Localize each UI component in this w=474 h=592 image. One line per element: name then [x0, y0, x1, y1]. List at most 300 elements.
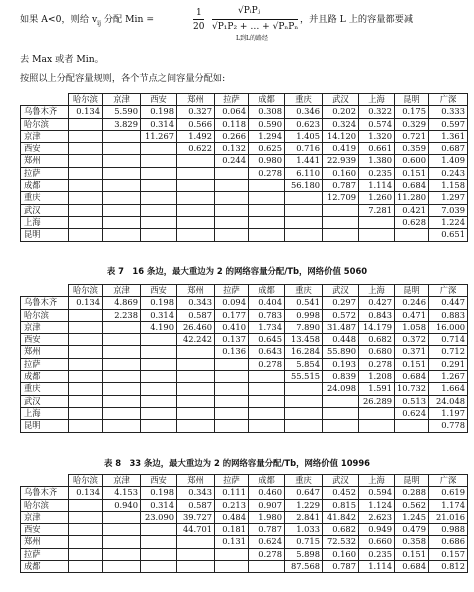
column-header: 西安 — [141, 285, 177, 297]
table-cell: 0.278 — [249, 167, 285, 179]
table-cell — [249, 204, 285, 216]
table-cell — [103, 420, 141, 432]
table-cell — [141, 420, 177, 432]
capacity-table-9 — [20, 474, 468, 573]
table-cell — [69, 511, 103, 523]
table-row — [21, 143, 468, 155]
table-cell: 0.404 — [249, 297, 285, 309]
row-header: 郑州 — [21, 536, 69, 548]
table-cell — [215, 180, 249, 192]
table-cell: 72.532 — [323, 536, 359, 548]
table-cell: 7.890 — [285, 321, 323, 333]
table-cell — [141, 155, 177, 167]
table-cell: 0.619 — [429, 487, 468, 499]
table-cell: 0.687 — [429, 143, 468, 155]
column-header: 武汉 — [323, 475, 359, 487]
row-header: 乌鲁木齐 — [21, 106, 69, 118]
table-cell: 0.064 — [215, 106, 249, 118]
column-header: 郑州 — [177, 285, 215, 297]
table-cell — [249, 192, 285, 204]
table-cell: 0.587 — [177, 499, 215, 511]
row-header: 西安 — [21, 143, 69, 155]
table-cell: 0.343 — [177, 487, 215, 499]
table-cell — [69, 334, 103, 346]
table-cell — [395, 420, 429, 432]
table-cell: 14.120 — [323, 130, 359, 142]
table-cell: 0.322 — [359, 106, 395, 118]
table-cell — [141, 407, 177, 419]
column-header: 京津 — [103, 285, 141, 297]
table-corner-cell — [21, 285, 69, 297]
table-cell — [177, 371, 215, 383]
column-header: 京津 — [103, 94, 141, 106]
table-cell — [103, 358, 141, 370]
table-cell: 0.645 — [249, 334, 285, 346]
table-cell: 2.238 — [103, 309, 141, 321]
table-cell: 24.048 — [429, 395, 468, 407]
table-cell: 0.177 — [215, 309, 249, 321]
table-cell — [103, 229, 141, 241]
row-header: 上海 — [21, 216, 69, 228]
table-row — [21, 499, 468, 511]
table-cell: 0.308 — [249, 106, 285, 118]
row-header: 上海 — [21, 407, 69, 419]
row-header: 拉萨 — [21, 167, 69, 179]
table-header-row — [21, 475, 468, 487]
table-row — [21, 192, 468, 204]
table-cell — [141, 536, 177, 548]
table-cell — [69, 371, 103, 383]
table-cell — [177, 216, 215, 228]
table-cell — [69, 155, 103, 167]
table-cell: 0.151 — [395, 358, 429, 370]
table-cell — [103, 192, 141, 204]
table-cell: 0.883 — [429, 309, 468, 321]
row-header: 哈尔滨 — [21, 499, 69, 511]
table-cell: 5.854 — [285, 358, 323, 370]
table-cell: 0.682 — [359, 334, 395, 346]
column-header: 广深 — [429, 94, 468, 106]
fraction-note: L到L的路经 — [236, 35, 268, 42]
fraction-twenty: 20 — [193, 22, 205, 32]
table-cell: 0.562 — [395, 499, 429, 511]
table-row — [21, 106, 468, 118]
table-cell: 0.594 — [359, 487, 395, 499]
table-cell: 0.244 — [215, 155, 249, 167]
table-cell: 0.151 — [395, 167, 429, 179]
fraction-denominator: √P₁P₂ + … + √PₙPₙ — [212, 22, 299, 32]
fraction-numerator: √PᵢPⱼ — [238, 6, 261, 16]
table-cell — [69, 167, 103, 179]
table-cell: 0.660 — [359, 536, 395, 548]
table-cell — [285, 420, 323, 432]
row-header: 哈尔滨 — [21, 118, 69, 130]
table-cell: 6.110 — [285, 167, 323, 179]
table-cell — [215, 229, 249, 241]
table-cell — [69, 321, 103, 333]
column-header: 郑州 — [177, 94, 215, 106]
table-cell — [69, 192, 103, 204]
table-cell — [359, 407, 395, 419]
table-cell: 22.939 — [323, 155, 359, 167]
table-cell: 0.175 — [395, 106, 429, 118]
table-row — [21, 524, 468, 536]
table-cell: 4.153 — [103, 487, 141, 499]
column-header: 广深 — [429, 285, 468, 297]
table-row — [21, 309, 468, 321]
table-cell: 1.294 — [249, 130, 285, 142]
table-row — [21, 407, 468, 419]
table-cell: 26.289 — [359, 395, 395, 407]
table-cell: 16.000 — [429, 321, 468, 333]
table-cell: 0.111 — [215, 487, 249, 499]
table-corner-cell — [21, 94, 69, 106]
table-cell — [177, 204, 215, 216]
table-cell — [103, 561, 141, 573]
table-cell — [249, 561, 285, 573]
table-cell — [103, 334, 141, 346]
table-cell — [285, 383, 323, 395]
table-cell — [249, 395, 285, 407]
table-cell — [215, 548, 249, 560]
table-cell: 5.590 — [103, 106, 141, 118]
table-cell: 0.812 — [429, 561, 468, 573]
table-cell: 1.245 — [395, 511, 429, 523]
table-cell: 1.260 — [359, 192, 395, 204]
table-row — [21, 371, 468, 383]
table-cell — [141, 143, 177, 155]
table-cell: 24.098 — [323, 383, 359, 395]
table-cell: 0.371 — [395, 346, 429, 358]
table-cell: 0.202 — [323, 106, 359, 118]
table-row — [21, 487, 468, 499]
table-cell: 0.198 — [141, 106, 177, 118]
table-cell: 0.587 — [177, 309, 215, 321]
table-row — [21, 358, 468, 370]
table-cell: 0.297 — [323, 297, 359, 309]
table-cell — [177, 548, 215, 560]
table-cell: 0.136 — [215, 346, 249, 358]
table-cell — [177, 536, 215, 548]
table-cell: 1.114 — [359, 561, 395, 573]
table-row — [21, 395, 468, 407]
table-cell: 0.471 — [395, 309, 429, 321]
table-cell — [215, 407, 249, 419]
table-cell: 55.515 — [285, 371, 323, 383]
table-cell: 0.572 — [323, 309, 359, 321]
column-header: 哈尔滨 — [69, 475, 103, 487]
table-cell: 0.118 — [215, 118, 249, 130]
table-cell: 1.980 — [249, 511, 285, 523]
table-cell: 1.409 — [429, 155, 468, 167]
column-header: 拉萨 — [215, 94, 249, 106]
table-cell: 0.628 — [395, 216, 429, 228]
column-header: 上海 — [359, 475, 395, 487]
table-cell: 31.487 — [323, 321, 359, 333]
table-cell: 1.197 — [429, 407, 468, 419]
table-cell: 0.513 — [395, 395, 429, 407]
table-cell — [285, 229, 323, 241]
table-cell: 39.727 — [177, 511, 215, 523]
table-cell: 0.243 — [429, 167, 468, 179]
table-cell — [141, 167, 177, 179]
table-cell: 0.343 — [177, 297, 215, 309]
table-cell: 0.680 — [359, 346, 395, 358]
table-cell: 11.280 — [395, 192, 429, 204]
table-cell — [215, 561, 249, 573]
table-cell — [69, 204, 103, 216]
row-header: 武汉 — [21, 395, 69, 407]
table-cell: 0.452 — [323, 487, 359, 499]
table-cell — [141, 524, 177, 536]
table-cell: 0.998 — [285, 309, 323, 321]
table-cell — [69, 309, 103, 321]
table-cell — [177, 383, 215, 395]
table-cell — [69, 229, 103, 241]
table-cell — [69, 536, 103, 548]
table-cell: 0.787 — [323, 180, 359, 192]
row-header: 昆明 — [21, 420, 69, 432]
table-cell — [69, 561, 103, 573]
row-header: 京津 — [21, 321, 69, 333]
table-cell: 3.829 — [103, 118, 141, 130]
table-cell: 0.151 — [395, 548, 429, 560]
row-header: 拉萨 — [21, 548, 69, 560]
table-cell: 0.160 — [323, 167, 359, 179]
table-cell: 55.890 — [323, 346, 359, 358]
table-cell — [103, 371, 141, 383]
table-cell: 1.441 — [285, 155, 323, 167]
table-cell: 1.320 — [359, 130, 395, 142]
table-cell — [177, 420, 215, 432]
table-cell: 1.734 — [249, 321, 285, 333]
fraction-bar-small — [193, 19, 204, 20]
table-cell: 0.137 — [215, 334, 249, 346]
table-cell — [69, 524, 103, 536]
table-cell: 0.940 — [103, 499, 141, 511]
table-cell — [177, 407, 215, 419]
table-row — [21, 334, 468, 346]
row-header: 京津 — [21, 511, 69, 523]
table-cell — [177, 561, 215, 573]
table-cell — [285, 407, 323, 419]
table-cell: 0.132 — [215, 143, 249, 155]
table-cell: 0.625 — [249, 143, 285, 155]
table-cell: 4.869 — [103, 297, 141, 309]
table-cell — [323, 229, 359, 241]
table-cell: 0.839 — [323, 371, 359, 383]
table-cell: 0.134 — [69, 297, 103, 309]
table-cell — [69, 346, 103, 358]
table-cell: 1.664 — [429, 383, 468, 395]
table-cell: 1.124 — [359, 499, 395, 511]
table-cell: 0.372 — [395, 334, 429, 346]
table-cell — [177, 155, 215, 167]
table-cell: 1.361 — [429, 130, 468, 142]
table-cell — [249, 229, 285, 241]
table-cell — [215, 167, 249, 179]
table-cell: 0.333 — [429, 106, 468, 118]
table-cell: 0.447 — [429, 297, 468, 309]
table-corner-cell — [21, 475, 69, 487]
table-cell: 0.600 — [395, 155, 429, 167]
table-cell — [141, 548, 177, 560]
column-header: 西安 — [141, 475, 177, 487]
table-cell: 0.682 — [323, 524, 359, 536]
table-cell — [103, 511, 141, 523]
table-cell — [177, 358, 215, 370]
capacity-table-8 — [20, 284, 468, 433]
table-cell — [103, 536, 141, 548]
table-cell: 1.033 — [285, 524, 323, 536]
table-cell: 1.058 — [395, 321, 429, 333]
row-header: 武汉 — [21, 204, 69, 216]
table-cell — [249, 216, 285, 228]
table-cell — [359, 420, 395, 432]
table-cell: 0.624 — [249, 536, 285, 548]
column-header: 重庆 — [285, 285, 323, 297]
table-row — [21, 420, 468, 432]
table-cell: 0.327 — [177, 106, 215, 118]
table-row — [21, 167, 468, 179]
table-cell: 0.278 — [359, 358, 395, 370]
table-cell: 0.479 — [395, 524, 429, 536]
table-cell — [69, 383, 103, 395]
table-cell: 4.190 — [141, 321, 177, 333]
table-cell — [249, 180, 285, 192]
column-header: 哈尔滨 — [69, 285, 103, 297]
table-cell: 0.684 — [395, 371, 429, 383]
table-cell: 0.686 — [429, 536, 468, 548]
column-header: 拉萨 — [215, 475, 249, 487]
table-cell: 0.246 — [395, 297, 429, 309]
table-cell — [177, 167, 215, 179]
table-cell: 0.157 — [429, 548, 468, 560]
table-cell: 0.988 — [429, 524, 468, 536]
row-header: 乌鲁木齐 — [21, 297, 69, 309]
table-cell — [141, 229, 177, 241]
column-header: 武汉 — [323, 285, 359, 297]
column-header: 成都 — [249, 94, 285, 106]
row-header: 成都 — [21, 561, 69, 573]
column-header: 重庆 — [285, 94, 323, 106]
table-cell — [69, 499, 103, 511]
fraction-bar-large — [212, 19, 298, 20]
row-header: 昆明 — [21, 229, 69, 241]
table-cell — [285, 216, 323, 228]
table-header-row — [21, 285, 468, 297]
table-cell: 1.380 — [359, 155, 395, 167]
table-cell: 12.709 — [323, 192, 359, 204]
table-cell: 0.324 — [323, 118, 359, 130]
table-cell — [249, 407, 285, 419]
table-cell: 2.623 — [359, 511, 395, 523]
table-row — [21, 511, 468, 523]
table-cell — [141, 383, 177, 395]
table-cell — [69, 180, 103, 192]
column-header: 成都 — [249, 285, 285, 297]
table-cell — [323, 407, 359, 419]
column-header: 昆明 — [395, 94, 429, 106]
column-header: 郑州 — [177, 475, 215, 487]
row-header: 乌鲁木齐 — [21, 487, 69, 499]
table-row — [21, 297, 468, 309]
table-cell: 0.421 — [395, 204, 429, 216]
table-cell: 87.568 — [285, 561, 323, 573]
table-row — [21, 383, 468, 395]
table-cell: 0.783 — [249, 309, 285, 321]
table-cell: 0.131 — [215, 536, 249, 548]
column-header: 昆明 — [395, 285, 429, 297]
table-cell: 0.359 — [395, 143, 429, 155]
table-cell: 5.898 — [285, 548, 323, 560]
table-cell: 41.842 — [323, 511, 359, 523]
table-cell: 1.405 — [285, 130, 323, 142]
table-cell: 1.591 — [359, 383, 395, 395]
table-cell: 0.460 — [249, 487, 285, 499]
table-cell: 0.661 — [359, 143, 395, 155]
table-cell — [103, 167, 141, 179]
table-cell — [141, 192, 177, 204]
table-cell: 1.208 — [359, 371, 395, 383]
intro-text-a: 如果 A<0，则给 v — [20, 14, 98, 25]
column-header: 上海 — [359, 285, 395, 297]
table-cell: 7.039 — [429, 204, 468, 216]
table-cell: 0.198 — [141, 487, 177, 499]
table-cell — [285, 204, 323, 216]
table-row — [21, 229, 468, 241]
table-cell: 1.174 — [429, 499, 468, 511]
table-cell — [285, 395, 323, 407]
column-header: 哈尔滨 — [69, 94, 103, 106]
table-cell: 0.721 — [395, 130, 429, 142]
table-cell: 7.281 — [359, 204, 395, 216]
row-header: 郑州 — [21, 155, 69, 167]
table-cell — [177, 395, 215, 407]
table-cell: 0.134 — [69, 106, 103, 118]
table-cell: 1.158 — [429, 180, 468, 192]
intro-line-1 — [20, 14, 154, 30]
table-cell: 0.647 — [285, 487, 323, 499]
table-cell: 0.566 — [177, 118, 215, 130]
table-cell: 1.267 — [429, 371, 468, 383]
table-cell — [215, 204, 249, 216]
table-cell: 1.114 — [359, 180, 395, 192]
table-cell — [215, 192, 249, 204]
table-cell: 0.622 — [177, 143, 215, 155]
table-row — [21, 321, 468, 333]
table-cell: 2.841 — [285, 511, 323, 523]
table-cell — [141, 371, 177, 383]
table-cell: 0.714 — [429, 334, 468, 346]
table-cell — [103, 395, 141, 407]
row-header: 哈尔滨 — [21, 309, 69, 321]
column-header: 广深 — [429, 475, 468, 487]
table-cell — [215, 395, 249, 407]
table-cell — [215, 420, 249, 432]
table-cell: 0.198 — [141, 297, 177, 309]
table-cell: 0.712 — [429, 346, 468, 358]
table-cell: 0.314 — [141, 499, 177, 511]
table-cell: 0.484 — [215, 511, 249, 523]
table-cell — [141, 334, 177, 346]
row-header: 拉萨 — [21, 358, 69, 370]
table-cell — [285, 192, 323, 204]
table-cell — [141, 561, 177, 573]
column-header: 京津 — [103, 475, 141, 487]
column-header: 昆明 — [395, 475, 429, 487]
table-cell — [69, 395, 103, 407]
